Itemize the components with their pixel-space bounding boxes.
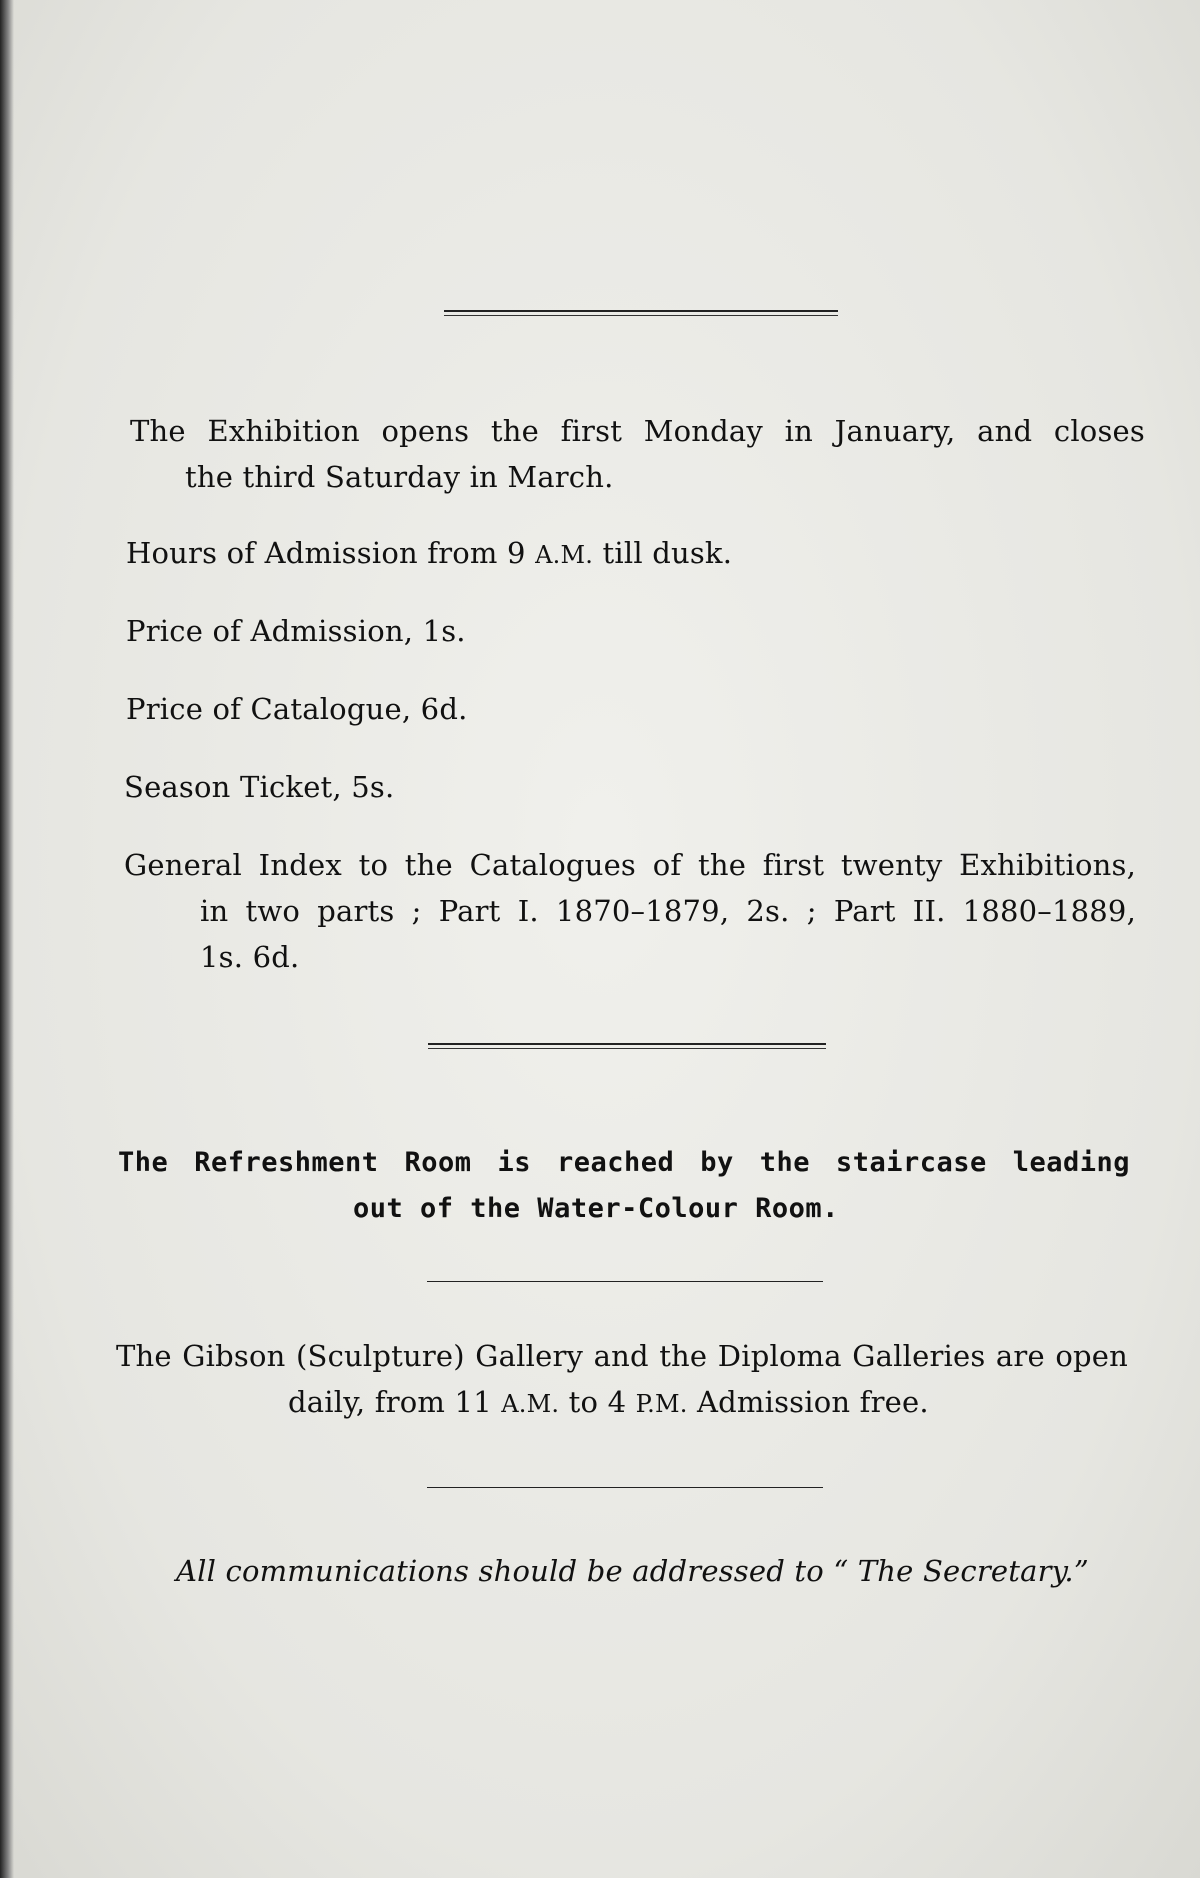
gibson-line1: The Gibson (Sculpture) Gallery and the Diploma Galleries are open: [116, 1339, 1128, 1373]
exhibition-dates: [130, 408, 1145, 500]
hours-of-admission: Hours of Admission from 9 A.M. till dusk.: [126, 536, 733, 570]
refreshment-line2: out of the Water-Colour Room.: [353, 1193, 839, 1224]
general-index-line1: General Index to the Catalogues of the first twenty Exhibitions,: [124, 848, 1136, 882]
gibson-line2: daily, from 11 A.M. to 4 P.M. Admission free.: [288, 1385, 929, 1419]
general-index-line3: 1s. 6d.: [200, 940, 300, 974]
refreshment-room-notice: [118, 1140, 1130, 1232]
middle-double-rule: [428, 1043, 826, 1045]
price-of-catalogue: Price of Catalogue, 6d.: [126, 692, 468, 726]
rule-after-refreshment: [427, 1281, 823, 1282]
refreshment-line1: The Refreshment Room is reached by the staircase leading: [118, 1147, 1130, 1178]
gibson-gallery-notice: [116, 1333, 1128, 1427]
exhibition-dates-line1: The Exhibition opens the first Monday in January, and closes: [130, 414, 1145, 448]
price-of-admission: Price of Admission, 1s.: [126, 614, 466, 648]
rule-after-gibson: [427, 1487, 823, 1488]
season-ticket: Season Ticket, 5s.: [124, 770, 395, 804]
general-index: [124, 842, 1136, 980]
general-index-line2: in two parts ; Part I. 1870–1879, 2s. ; Part II. 1880–1889,: [200, 894, 1136, 928]
exhibition-dates-line2: the third Saturday in March.: [185, 460, 614, 494]
communications-note: All communications should be addressed to “ The Secretary.”: [176, 1554, 1089, 1588]
top-double-rule: [444, 310, 838, 312]
page-edge-shadow: [0, 0, 14, 1878]
